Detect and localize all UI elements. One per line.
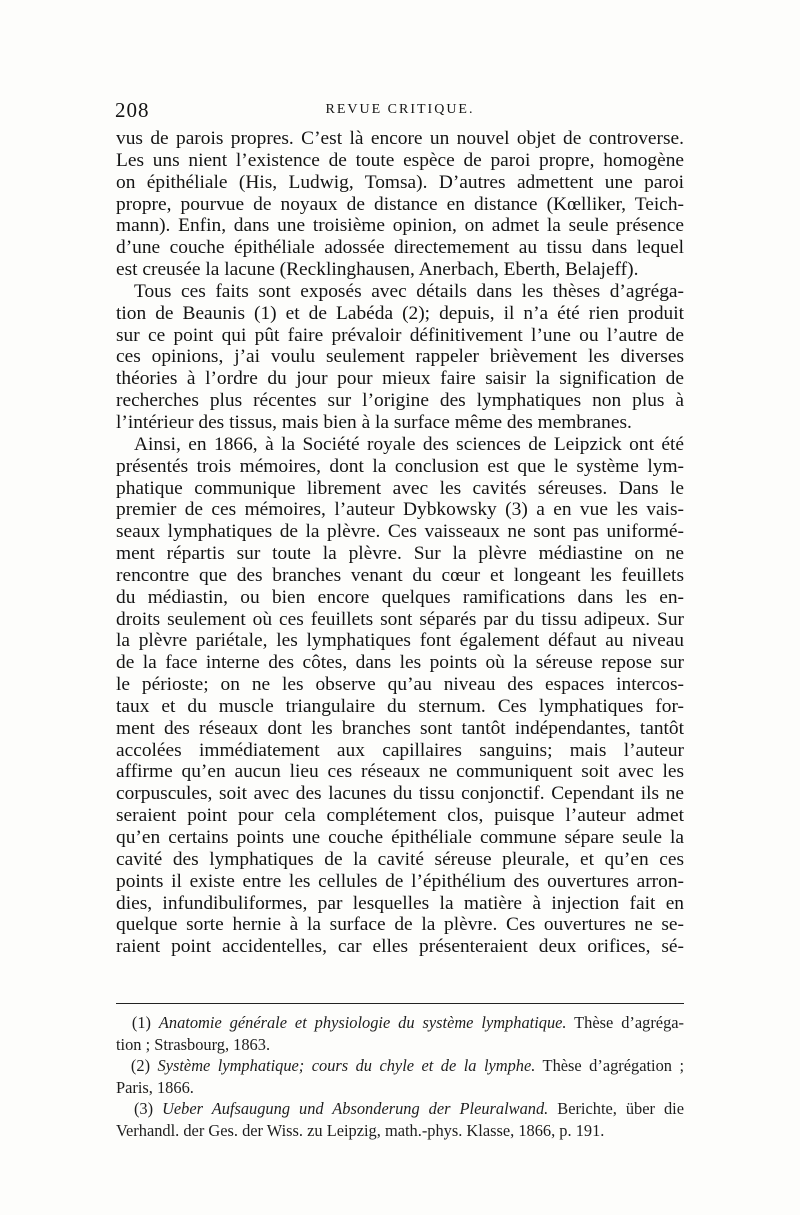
text-line: cavité des lymphatiques de la cavité séreuse pleurale, et qu’en ces — [116, 848, 684, 870]
text-line: quelque sorte hernie à la surface de la plèvre. Ces ouvertures ne se- — [116, 914, 684, 936]
footnote-text: Berichte, über die — [548, 1099, 684, 1119]
text-line: seraient point pour cela complétement clos, puisque l’auteur admet — [116, 805, 684, 827]
footnote-line — [116, 1098, 684, 1120]
footnote-line — [116, 1034, 684, 1056]
text-line: ces opinions, j’ai voulu seulement rappeler brièvement les diverses — [116, 346, 684, 368]
footnote-text: Thèse d’agréga- — [566, 1013, 684, 1032]
footnote-title: Anatomie générale et physiologie du système lymphatique. — [158, 1013, 567, 1032]
text-line: rencontre que des branches venant du cœur et longeant les feuillets — [116, 564, 684, 586]
text-line: Ainsi, en 1866, à la Société royale des sciences de Leipzick ont été — [134, 433, 684, 455]
footnote-line — [116, 1012, 684, 1034]
text-line: phatique communique librement avec les cavités séreuses. Dans le — [116, 477, 684, 499]
footnote-line — [116, 1077, 684, 1099]
text-line: recherches plus récentes sur l’origine des lymphatiques non plus à — [116, 390, 684, 412]
text-line: l’intérieur des tissus, mais bien à la surface même des membranes. — [116, 411, 632, 433]
footnote-text: (2) — [116, 1056, 158, 1076]
text-line: seaux lymphatiques de la plèvre. Ces vaisseaux ne sont pas uniformé- — [116, 521, 684, 543]
text-line: le périoste; on ne les observe qu’au niveau des espaces intercos- — [116, 674, 684, 696]
footnote-line — [116, 1055, 684, 1077]
text-line: Les uns nient l’existence de toute espèce de paroi propre, homogène — [116, 149, 684, 171]
text-line: corpuscules, soit avec des lacunes du tissu conjonctif. Cependant ils ne — [116, 783, 684, 805]
text-line: qu’en certains points une couche épithéliale commune sépare seule la — [116, 827, 684, 848]
footnote-text: tion ; Strasbourg, 1863. — [116, 1034, 271, 1054]
text-line: de la face interne des côtes, dans les points où la séreuse repose sur — [116, 652, 684, 674]
text-line: vus de parois propres. C’est là encore un nouvel objet de controverse. — [116, 128, 684, 149]
text-line: dies, infundibuliformes, par lesquelles la matière à injection fait en — [116, 892, 684, 914]
text-line: propre, pourvue de noyaux de distance en distance (Kœlliker, Teich- — [116, 193, 684, 215]
footnote — [116, 1012, 684, 1055]
footnote-line — [116, 1120, 684, 1142]
footnote-text: (3) — [116, 1099, 163, 1119]
text-line: la plèvre pariétale, les lymphatiques font également défaut au niveau — [116, 630, 684, 652]
page-number: 208 — [115, 98, 150, 122]
text-line: affirme qu’en aucun lieu ces réseaux ne communiquent soit avec les — [116, 761, 684, 783]
footnote-rule — [116, 1003, 684, 1004]
text-line: est creusée la lacune (Recklinghausen, Anerbach, Eberth, Belajeff). — [116, 259, 639, 281]
text-line: théories à l’ordre du jour pour mieux faire saisir la signification de — [116, 368, 684, 390]
body-text — [116, 128, 684, 958]
footnote — [116, 1055, 684, 1098]
text-line: sur ce point qui pût faire prévaloir définitivement l’une ou l’autre de — [116, 324, 684, 346]
text-line: Tous ces faits sont exposés avec détails dans les thèses d’agréga- — [134, 280, 684, 302]
text-line: premier de ces mémoires, l’auteur Dybkowsky (3) a en vue les vais- — [116, 499, 684, 521]
text-line: du médiastin, ou bien encore quelques ramifications dans les en- — [116, 586, 684, 608]
text-line: ment des réseaux dont les branches sont tantôt indépendantes, tantôt — [116, 717, 684, 739]
footnote-text: Verhandl. der Ges. der Wiss. zu Leipzig, math.-phys. Klasse, 1866, p. 191. — [116, 1120, 605, 1140]
footnotes — [116, 1012, 684, 1142]
footnote-text: Paris, 1866. — [116, 1077, 194, 1097]
text-line: raient point accidentelles, car elles présenteraient deux orifices, sé- — [116, 936, 684, 958]
footnote-title: Système lymphatique; cours du chyle et de la lymphe. — [157, 1056, 536, 1076]
text-line: points il existe entre les cellules de l’épithélium des ouvertures arron- — [116, 870, 684, 892]
footnote — [116, 1098, 684, 1141]
text-line: accolées immédiatement aux capillaires sanguins; mais l’auteur — [116, 739, 684, 761]
text-line: ment répartis sur toute la plèvre. Sur la plèvre médiastine on ne — [116, 543, 684, 565]
text-line: taux et du muscle triangulaire du sternum. Ces lymphatiques for- — [116, 695, 684, 717]
text-line: mann). Enfin, dans une troisième opinion, on admet la seule présence — [116, 215, 684, 237]
text-line: on épithéliale (His, Ludwig, Tomsa). D’autres admettent une paroi — [116, 171, 684, 193]
text-line: droits seulement où ces feuillets sont séparés par du tissu adipeux. Sur — [116, 608, 684, 630]
text-line: tion de Beaunis (1) et de Labéda (2); depuis, il n’a été rien produit — [116, 302, 684, 324]
footnote-title: Ueber Aufsaugung und Absonderung der Pleuralwand. — [162, 1099, 549, 1119]
text-line: d’une couche épithéliale adossée directemement au tissu dans lequel — [116, 237, 684, 259]
page-header — [115, 98, 685, 122]
footnote-text: (1) — [116, 1013, 159, 1032]
footnote-text: Thèse d’agrégation ; — [535, 1056, 684, 1076]
text-line: présentés trois mémoires, dont la conclusion est que le système lym- — [116, 455, 684, 477]
running-head: REVUE CRITIQUE. — [325, 102, 475, 117]
